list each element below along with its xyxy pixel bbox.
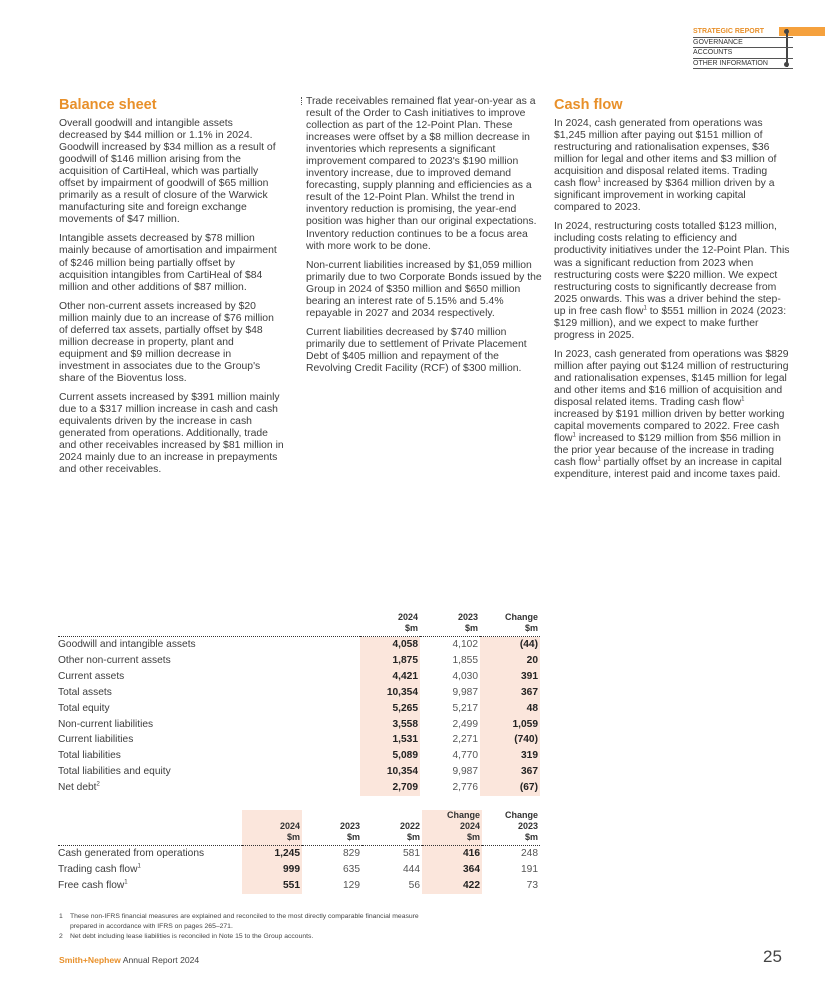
value-change: (67) (480, 780, 540, 796)
table-cell: 191 (521, 863, 538, 875)
header-line-3: $m (346, 832, 360, 842)
footnote-number: 1 (59, 913, 63, 920)
value-change: (44) (480, 637, 540, 653)
value-change: 391 (480, 669, 540, 685)
row-label (58, 748, 360, 764)
row-label (58, 862, 242, 878)
header-line-3: $m (466, 832, 480, 842)
row-label-text: Goodwill and intangible assets (58, 639, 196, 650)
cash-p3-part-c: increased to $129 million from $56 million in the prior year because of the increase in trading cash flow (554, 433, 781, 469)
value-2024: 4,421 (360, 669, 420, 685)
col-header-2024 (360, 612, 420, 637)
value-2024: 2,709 (360, 780, 420, 796)
value-2024: 10,354 (360, 685, 420, 701)
balance-paragraph-4: Current assets increased by $391 million mainly due to a $317 million increase in cash and cash equivalents driven by the increase in cash generated from operations. Additionally, trade and other receivables increased by $81 million in 2024 mainly due to an increase in prepayments and other receivables. (59, 391, 284, 476)
footnote-ref: 1 (137, 863, 141, 870)
cash-flow-heading: Cash flow (554, 97, 623, 113)
row-label (58, 637, 360, 653)
row-label (58, 732, 360, 748)
page-number: 25 (763, 947, 782, 966)
header-line-2: 2024 (279, 821, 300, 831)
value-2024: 5,089 (360, 748, 420, 764)
footnote-number: 2 (59, 933, 63, 940)
table-cell: 635 (343, 863, 360, 875)
cash-p3-part-b: increased by $191 million driven by better working capital movements compared to 2022. Free cash flow (554, 409, 785, 445)
balance-paragraph-3: Other non-current assets increased by $20 million mainly due to an increase of $76 million of deferred tax assets, partially offset by $48 million decrease in property, plant and equipment and $9 million decrease in investment in associates due to the Group's share of the Bioventus loss. (59, 300, 274, 384)
header-line-3: $m (286, 832, 300, 842)
cash-flow-table (58, 810, 540, 894)
table-row (58, 653, 540, 669)
value-2023: 2,776 (452, 782, 478, 794)
col-header (302, 810, 362, 846)
footnote-ref: 1 (741, 396, 745, 403)
row-label-text: Trading cash flow (58, 863, 138, 875)
value-2024: 1,531 (360, 732, 420, 748)
table-row (58, 862, 540, 878)
section-nav (693, 27, 793, 69)
value-2023: 1,855 (452, 654, 478, 666)
report-footer (59, 955, 199, 965)
row-label (58, 701, 360, 717)
value-2023: 5,217 (452, 702, 478, 714)
footnote-text: Net debt including lease liabilities is reconciled in Note 15 to the Group accounts. (70, 933, 314, 940)
row-label-text: Net debt (58, 782, 97, 794)
table-row (58, 701, 540, 717)
row-label-text: Non-current liabilities (58, 718, 154, 730)
value-2023: 9,987 (452, 766, 478, 778)
table-row (58, 846, 540, 862)
row-label (58, 653, 360, 669)
header-unit: $m (524, 623, 538, 633)
table-cell: 248 (521, 848, 538, 859)
brand-name: Smith+Nephew (59, 955, 121, 965)
table-row (58, 780, 540, 796)
row-label-text: Total equity (58, 702, 110, 714)
table-row (58, 748, 540, 764)
nav-item-strategic-report[interactable]: STRATEGIC REPORT (693, 27, 793, 38)
header-spacer (58, 612, 360, 637)
value-2024: 1,875 (360, 653, 420, 669)
row-label-text: Free cash flow (58, 879, 125, 891)
header-line-3: $m (524, 832, 538, 842)
middle-paragraph-3: Current liabilities decreased by $740 million primarily due to settlement of Private Placement Debt of $405 million and repayment of the Revolving Credit Facility (RCF) of $300 million. (306, 326, 527, 374)
cash-p2-part-b: to $551 million in 2024 (2023: $129 million), and we expect to make further progress in 2025. (554, 305, 787, 341)
row-label (58, 717, 360, 733)
column-divider (301, 97, 303, 105)
header-line-2: 2023 (339, 821, 360, 831)
header-year: 2024 (397, 612, 418, 622)
nav-item-governance[interactable]: GOVERNANCE (693, 38, 793, 49)
value-2024: 3,558 (360, 717, 420, 733)
balance-sheet-table (58, 612, 540, 796)
table-row (58, 878, 540, 894)
balance-sheet-heading: Balance sheet (59, 97, 157, 113)
value-change: 48 (480, 701, 540, 717)
row-label-text: Current liabilities (58, 734, 134, 746)
footnote-text: These non-IFRS financial measures are explained and reconciled to the most directly comparable financial measure prepared in accordance with IFRS on pages 265–271. (70, 913, 419, 930)
header-line-3: $m (406, 832, 420, 842)
footnote-ref: 1 (572, 432, 576, 439)
col-header (362, 810, 422, 846)
row-label-text: Other non-current assets (58, 654, 171, 666)
col-header (422, 810, 482, 846)
cash-paragraph-3 (554, 349, 790, 482)
value-change: 20 (480, 653, 540, 669)
table-row (58, 732, 540, 748)
value-change: (740) (480, 732, 540, 748)
header-line-1: Change (504, 810, 538, 820)
table-cell: 444 (403, 863, 420, 875)
table-row (58, 637, 540, 653)
header-unit: $m (404, 623, 418, 633)
header-year: 2023 (457, 612, 478, 622)
middle-column (306, 96, 542, 382)
header-year: Change (504, 612, 538, 622)
value-change: 319 (480, 748, 540, 764)
value-2023: 9,987 (452, 686, 478, 698)
table-cell: 829 (343, 848, 360, 859)
value-2023: 2,499 (452, 718, 478, 730)
cash-paragraph-1 (554, 118, 790, 214)
footnote-ref: 1 (124, 879, 128, 886)
row-label-text: Cash generated from operations (58, 848, 205, 859)
balance-paragraph-1: Overall goodwill and intangible assets decreased by $44 million or 1.1% in 2024. Goodwill increased by $34 million as a result of goodwill of $146 million arising from the acquisition of CartiHeal, which was partially offset by impairment of goodwill of $65 million primarily as a result of closure of the Warwick manufacturing site and foreign exchange movements of $47 million. (59, 118, 276, 226)
footnote-1 (59, 912, 419, 932)
row-label (58, 764, 360, 780)
nav-item-other-information[interactable]: OTHER INFORMATION (693, 59, 793, 70)
value-change: 367 (480, 764, 540, 780)
header-line-1: Change (446, 810, 480, 820)
row-label-text: Current assets (58, 670, 125, 682)
header-spacer (58, 810, 242, 846)
header-line-2: 2024 (459, 821, 480, 831)
value-2023: 4,102 (452, 639, 478, 650)
value-change: 1,059 (480, 717, 540, 733)
col-header-change (480, 612, 540, 637)
table-cell: 999 (242, 862, 302, 878)
nav-item-accounts[interactable]: ACCOUNTS (693, 48, 793, 59)
value-2024: 10,354 (360, 764, 420, 780)
balance-sheet-column (59, 96, 284, 483)
balance-paragraph-2: Intangible assets decreased by $78 million mainly because of amortisation and impairment of $246 million being partially offset by acquisition intangibles from CartiHeal of $84 million and other additions of $87 million. (59, 233, 277, 293)
table-cell: 1,245 (242, 846, 302, 862)
cash-p1-part-b: increased by $364 million driven by a significant improvement in working capital compared to 2023. (554, 178, 775, 214)
cash-p3-part-d: partially offset by an increase in capital expenditure, interest paid and income taxes paid. (554, 457, 782, 481)
col-header (482, 810, 540, 846)
row-label (58, 669, 360, 685)
footnote-ref: 1 (597, 177, 601, 184)
row-label (58, 846, 242, 862)
table-row (58, 717, 540, 733)
row-label (58, 780, 360, 796)
table-cell: 422 (422, 878, 482, 894)
header-unit: $m (464, 623, 478, 633)
table-cell: 581 (403, 848, 420, 859)
row-label-text: Total assets (58, 686, 112, 698)
table-cell: 129 (343, 879, 360, 891)
footnotes (59, 912, 419, 942)
value-2023: 2,271 (452, 734, 478, 746)
row-label (58, 685, 360, 701)
value-2023: 4,030 (452, 670, 478, 682)
footnote-ref: 2 (96, 781, 100, 788)
value-2023: 4,770 (452, 750, 478, 762)
cash-p1-part-a: In 2024, cash generated from operations was $1,245 million after paying out $151 million of restructuring and rationalisation expenses, $36 million for legal and other items and $3 million of acquisition and disposal related items. Trading cash flow (554, 118, 777, 190)
table-cell: 56 (408, 879, 420, 891)
row-label-text: Total liabilities and equity (58, 766, 171, 778)
col-header-2023 (420, 612, 480, 637)
middle-paragraph-1: Trade receivables remained flat year-on-year as a result of the Order to Cash initiatives to improve collection as part of the 12-Point Plan. These increases were offset by a $8 million decrease in inventories which represents a significant improvement compared to 2023's $190 million inventory increase, due to improved demand forecasting, supply planning and efficiencies as a result of the 12-Point Plan. Whilst the trend in inventory reduction is promising, the year-end position was higher than our original expectations. Inventory reduction continues to be a focus area with more work to be done. (306, 96, 537, 252)
header-line-2: 2023 (517, 821, 538, 831)
cash-p2-part-a: In 2024, restructuring costs totalled $123 million, including costs relating to efficiency and productivity initiatives under the 12-Point Plan. This was a significant reduction from 2023 when restructuring costs were $220 million. We expect restructuring costs to significantly decrease from 2025 onwards. This was a driver behind the step-up in free cash flow (554, 221, 790, 317)
value-2024: 5,265 (360, 701, 420, 717)
cash-flow-column (554, 96, 790, 488)
table-cell: 416 (422, 846, 482, 862)
table-row (58, 764, 540, 780)
report-title: Annual Report 2024 (120, 955, 200, 965)
col-header (242, 810, 302, 846)
middle-paragraph-2: Non-current liabilities increased by $1,059 million primarily due to two Corporate Bonds issued by the Group in 2024 of $350 million and $650 million bearing an interest rate of 5.15% and 5.4% repayable in 2027 and 2034 respectively. (306, 259, 542, 319)
header-line-2: 2022 (399, 821, 420, 831)
table-row (58, 685, 540, 701)
table-cell: 364 (422, 862, 482, 878)
table-cell: 551 (242, 878, 302, 894)
row-label (58, 878, 242, 894)
table-row (58, 669, 540, 685)
row-label-text: Total liabilities (58, 750, 121, 762)
cash-paragraph-2 (554, 221, 790, 341)
cash-p3-part-a: In 2023, cash generated from operations was $829 million after paying out $124 million of restructuring and rationalisation expenses, $145 million for legal and other items and $16 million of acquisition and disposal related items. Trading cash flow (554, 348, 789, 409)
footnote-ref: 1 (643, 305, 647, 312)
footnote-2 (59, 932, 419, 942)
value-2024: 4,058 (360, 637, 420, 653)
value-change: 367 (480, 685, 540, 701)
table-cell: 73 (526, 879, 538, 891)
footnote-ref: 1 (597, 456, 601, 463)
